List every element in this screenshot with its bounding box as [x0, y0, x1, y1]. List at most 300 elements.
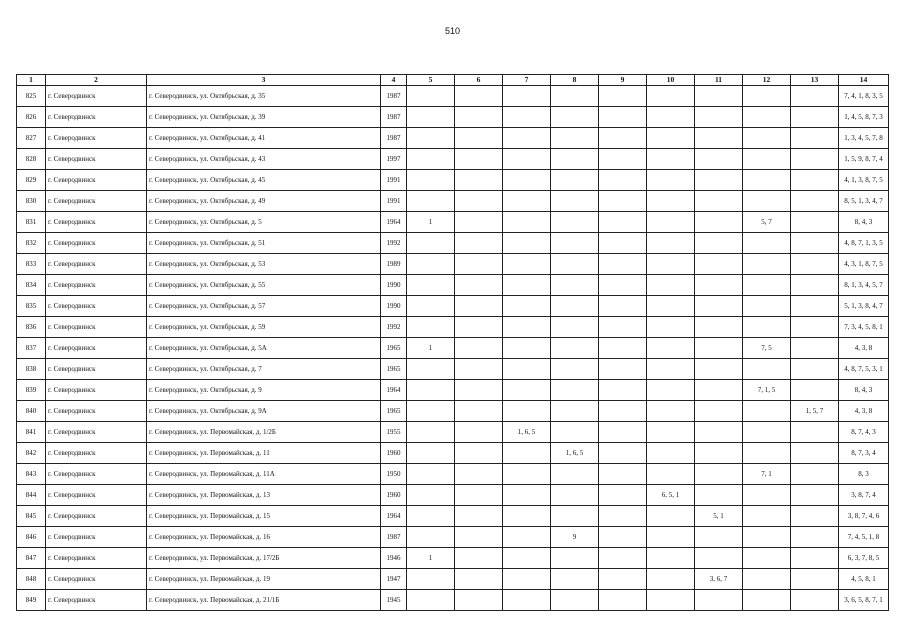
settlement-cell: г. Северодвинск [46, 275, 147, 296]
settlement-cell: г. Северодвинск [46, 359, 147, 380]
row-number-cell: 827 [17, 128, 46, 149]
col-13-cell [791, 548, 839, 569]
col-11-cell [695, 317, 743, 338]
col-6-cell [455, 443, 503, 464]
col-10-cell [647, 338, 695, 359]
table-row [17, 86, 889, 107]
year-cell: 1987 [381, 107, 407, 128]
col-7-cell [503, 107, 551, 128]
col-11-cell [695, 275, 743, 296]
settlement-cell: г. Северодвинск [46, 443, 147, 464]
col-9-cell [599, 443, 647, 464]
col-10-cell [647, 464, 695, 485]
col-8-cell [551, 254, 599, 275]
col-9-cell [599, 506, 647, 527]
table-row [17, 191, 889, 212]
col-6-cell [455, 212, 503, 233]
settlement-cell: г. Северодвинск [46, 485, 147, 506]
column-header: 11 [695, 75, 743, 86]
col-13-cell [791, 128, 839, 149]
table-row [17, 275, 889, 296]
table-row [17, 443, 889, 464]
col-6-cell [455, 380, 503, 401]
col-10-cell [647, 569, 695, 590]
row-number-cell: 846 [17, 527, 46, 548]
settlement-cell: г. Северодвинск [46, 527, 147, 548]
year-cell: 1989 [381, 254, 407, 275]
col-9-cell [599, 317, 647, 338]
year-cell: 1950 [381, 464, 407, 485]
col-8-cell [551, 548, 599, 569]
col-14-cell: 7, 4, 5, 1, 8 [839, 527, 889, 548]
col-13-cell [791, 590, 839, 611]
col-13-cell [791, 464, 839, 485]
col-6-cell [455, 422, 503, 443]
col-13-cell: 1, 5, 7 [791, 401, 839, 422]
col-14-cell: 4, 3, 8 [839, 401, 889, 422]
col-13-cell [791, 569, 839, 590]
col-14-cell: 8, 1, 3, 4, 5, 7 [839, 275, 889, 296]
column-header: 1 [17, 75, 46, 86]
year-cell: 1987 [381, 86, 407, 107]
settlement-cell: г. Северодвинск [46, 401, 147, 422]
col-9-cell [599, 86, 647, 107]
col-9-cell [599, 212, 647, 233]
column-header: 2 [46, 75, 147, 86]
row-number-cell: 835 [17, 296, 46, 317]
col-6-cell [455, 296, 503, 317]
col-7-cell [503, 233, 551, 254]
col-11-cell [695, 548, 743, 569]
col-13-cell [791, 485, 839, 506]
col-13-cell [791, 107, 839, 128]
year-cell: 1947 [381, 569, 407, 590]
col-7-cell [503, 191, 551, 212]
row-number-cell: 829 [17, 170, 46, 191]
address-cell: г. Северодвинск, ул. Октябрьская, д. 5А [147, 338, 381, 359]
col-10-cell [647, 401, 695, 422]
col-6-cell [455, 149, 503, 170]
col-14-cell: 8, 4, 3 [839, 380, 889, 401]
housing-register-table [16, 74, 889, 611]
settlement-cell: г. Северодвинск [46, 422, 147, 443]
col-8-cell [551, 380, 599, 401]
col-10-cell [647, 191, 695, 212]
col-8-cell [551, 191, 599, 212]
column-header: 12 [743, 75, 791, 86]
col-9-cell [599, 233, 647, 254]
col-6-cell [455, 191, 503, 212]
table-row [17, 296, 889, 317]
col-5-cell [407, 170, 455, 191]
settlement-cell: г. Северодвинск [46, 317, 147, 338]
row-number-cell: 841 [17, 422, 46, 443]
col-8-cell: 9 [551, 527, 599, 548]
col-9-cell [599, 464, 647, 485]
col-11-cell [695, 590, 743, 611]
row-number-cell: 838 [17, 359, 46, 380]
settlement-cell: г. Северодвинск [46, 86, 147, 107]
col-12-cell [743, 422, 791, 443]
col-12-cell [743, 296, 791, 317]
col-12-cell [743, 443, 791, 464]
col-11-cell [695, 422, 743, 443]
col-9-cell [599, 485, 647, 506]
col-14-cell: 4, 3, 1, 8, 7, 5 [839, 254, 889, 275]
address-cell: г. Северодвинск, ул. Октябрьская, д. 35 [147, 86, 381, 107]
settlement-cell: г. Северодвинск [46, 296, 147, 317]
address-cell: г. Северодвинск, ул. Октябрьская, д. 41 [147, 128, 381, 149]
settlement-cell: г. Северодвинск [46, 128, 147, 149]
col-7-cell [503, 443, 551, 464]
settlement-cell: г. Северодвинск [46, 191, 147, 212]
col-13-cell [791, 443, 839, 464]
col-8-cell: 1, 6, 5 [551, 443, 599, 464]
column-header: 14 [839, 75, 889, 86]
address-cell: г. Северодвинск, ул. Октябрьская, д. 43 [147, 149, 381, 170]
col-7-cell [503, 149, 551, 170]
column-header: 9 [599, 75, 647, 86]
col-7-cell [503, 128, 551, 149]
col-8-cell [551, 170, 599, 191]
row-number-cell: 826 [17, 107, 46, 128]
col-5-cell [407, 506, 455, 527]
col-7-cell [503, 569, 551, 590]
row-number-cell: 842 [17, 443, 46, 464]
col-8-cell [551, 275, 599, 296]
settlement-cell: г. Северодвинск [46, 464, 147, 485]
address-cell: г. Северодвинск, ул. Октябрьская, д. 51 [147, 233, 381, 254]
year-cell: 1964 [381, 212, 407, 233]
col-14-cell: 7, 4, 1, 8, 3, 5 [839, 86, 889, 107]
year-cell: 1987 [381, 128, 407, 149]
col-9-cell [599, 275, 647, 296]
col-10-cell [647, 443, 695, 464]
settlement-cell: г. Северодвинск [46, 380, 147, 401]
year-cell: 1960 [381, 485, 407, 506]
year-cell: 1965 [381, 338, 407, 359]
col-14-cell: 4, 5, 8, 1 [839, 569, 889, 590]
row-number-cell: 832 [17, 233, 46, 254]
col-9-cell [599, 149, 647, 170]
col-6-cell [455, 527, 503, 548]
address-cell: г. Северодвинск, ул. Октябрьская, д. 45 [147, 170, 381, 191]
col-14-cell: 4, 3, 8 [839, 338, 889, 359]
col-11-cell [695, 443, 743, 464]
col-6-cell [455, 548, 503, 569]
col-12-cell [743, 275, 791, 296]
address-cell: г. Северодвинск, ул. Октябрьская, д. 9А [147, 401, 381, 422]
col-6-cell [455, 338, 503, 359]
col-10-cell [647, 212, 695, 233]
table-row [17, 569, 889, 590]
col-12-cell [743, 527, 791, 548]
address-cell: г. Северодвинск, ул. Первомайская, д. 11 [147, 443, 381, 464]
col-5-cell [407, 107, 455, 128]
col-11-cell [695, 359, 743, 380]
col-11-cell [695, 485, 743, 506]
col-10-cell [647, 296, 695, 317]
row-number-cell: 830 [17, 191, 46, 212]
col-12-cell [743, 233, 791, 254]
address-cell: г. Северодвинск, ул. Первомайская, д. 19 [147, 569, 381, 590]
address-cell: г. Северодвинск, ул. Первомайская, д. 16 [147, 527, 381, 548]
col-11-cell [695, 296, 743, 317]
row-number-cell: 833 [17, 254, 46, 275]
address-cell: г. Северодвинск, ул. Октябрьская, д. 9 [147, 380, 381, 401]
col-5-cell: 1 [407, 212, 455, 233]
col-12-cell: 7, 5 [743, 338, 791, 359]
address-cell: г. Северодвинск, ул. Октябрьская, д. 57 [147, 296, 381, 317]
col-13-cell [791, 254, 839, 275]
address-cell: г. Северодвинск, ул. Первомайская, д. 15 [147, 506, 381, 527]
col-5-cell [407, 464, 455, 485]
col-10-cell [647, 275, 695, 296]
table-row [17, 506, 889, 527]
col-12-cell [743, 569, 791, 590]
col-11-cell [695, 86, 743, 107]
col-10-cell [647, 380, 695, 401]
col-10-cell [647, 254, 695, 275]
col-9-cell [599, 380, 647, 401]
col-8-cell [551, 506, 599, 527]
col-5-cell [407, 359, 455, 380]
row-number-cell: 836 [17, 317, 46, 338]
col-10-cell [647, 527, 695, 548]
col-8-cell [551, 212, 599, 233]
settlement-cell: г. Северодвинск [46, 506, 147, 527]
address-cell: г. Северодвинск, ул. Первомайская, д. 21/1Б [147, 590, 381, 611]
col-5-cell [407, 527, 455, 548]
col-8-cell [551, 128, 599, 149]
col-14-cell: 1, 4, 5, 8, 7, 3 [839, 107, 889, 128]
col-13-cell [791, 359, 839, 380]
col-5-cell [407, 128, 455, 149]
col-12-cell: 7, 1, 5 [743, 380, 791, 401]
settlement-cell: г. Северодвинск [46, 338, 147, 359]
col-14-cell: 4, 8, 7, 1, 3, 5 [839, 233, 889, 254]
col-5-cell [407, 191, 455, 212]
col-6-cell [455, 275, 503, 296]
col-13-cell [791, 338, 839, 359]
col-14-cell: 7, 3, 4, 5, 8, 1 [839, 317, 889, 338]
column-header: 3 [147, 75, 381, 86]
header-row [17, 75, 889, 86]
col-14-cell: 4, 8, 7, 5, 3, 1 [839, 359, 889, 380]
col-14-cell: 3, 8, 7, 4, 6 [839, 506, 889, 527]
col-13-cell [791, 506, 839, 527]
col-11-cell [695, 401, 743, 422]
col-5-cell [407, 296, 455, 317]
col-5-cell [407, 275, 455, 296]
column-header: 6 [455, 75, 503, 86]
year-cell: 1990 [381, 296, 407, 317]
col-6-cell [455, 317, 503, 338]
col-13-cell [791, 212, 839, 233]
col-12-cell: 7, 1 [743, 464, 791, 485]
col-6-cell [455, 86, 503, 107]
col-13-cell [791, 317, 839, 338]
col-9-cell [599, 548, 647, 569]
settlement-cell: г. Северодвинск [46, 170, 147, 191]
col-13-cell [791, 233, 839, 254]
row-number-cell: 839 [17, 380, 46, 401]
column-header: 10 [647, 75, 695, 86]
col-7-cell [503, 464, 551, 485]
year-cell: 1965 [381, 401, 407, 422]
col-11-cell [695, 107, 743, 128]
col-12-cell [743, 149, 791, 170]
col-9-cell [599, 338, 647, 359]
col-10-cell [647, 590, 695, 611]
col-6-cell [455, 233, 503, 254]
col-14-cell: 5, 1, 3, 8, 4, 7 [839, 296, 889, 317]
col-7-cell [503, 401, 551, 422]
col-13-cell [791, 86, 839, 107]
col-8-cell [551, 233, 599, 254]
col-5-cell [407, 422, 455, 443]
settlement-cell: г. Северодвинск [46, 569, 147, 590]
year-cell: 1991 [381, 170, 407, 191]
col-9-cell [599, 527, 647, 548]
col-5-cell [407, 485, 455, 506]
col-11-cell [695, 170, 743, 191]
row-number-cell: 834 [17, 275, 46, 296]
col-11-cell [695, 527, 743, 548]
col-11-cell [695, 233, 743, 254]
row-number-cell: 848 [17, 569, 46, 590]
col-8-cell [551, 296, 599, 317]
col-5-cell [407, 380, 455, 401]
row-number-cell: 831 [17, 212, 46, 233]
col-12-cell [743, 506, 791, 527]
col-8-cell [551, 485, 599, 506]
col-13-cell [791, 149, 839, 170]
row-number-cell: 844 [17, 485, 46, 506]
col-9-cell [599, 170, 647, 191]
col-8-cell [551, 569, 599, 590]
col-11-cell [695, 212, 743, 233]
year-cell: 1992 [381, 233, 407, 254]
col-11-cell [695, 149, 743, 170]
address-cell: г. Северодвинск, ул. Первомайская, д. 17/2Б [147, 548, 381, 569]
col-11-cell [695, 464, 743, 485]
col-5-cell [407, 569, 455, 590]
col-13-cell [791, 296, 839, 317]
col-10-cell [647, 506, 695, 527]
col-11-cell [695, 128, 743, 149]
col-10-cell [647, 233, 695, 254]
col-7-cell [503, 359, 551, 380]
column-header: 8 [551, 75, 599, 86]
col-7-cell [503, 86, 551, 107]
col-6-cell [455, 401, 503, 422]
col-6-cell [455, 506, 503, 527]
col-12-cell [743, 485, 791, 506]
col-6-cell [455, 359, 503, 380]
settlement-cell: г. Северодвинск [46, 233, 147, 254]
col-8-cell [551, 317, 599, 338]
col-12-cell [743, 254, 791, 275]
col-5-cell: 1 [407, 548, 455, 569]
col-13-cell [791, 170, 839, 191]
col-14-cell: 3, 8, 7, 4 [839, 485, 889, 506]
col-5-cell: 1 [407, 338, 455, 359]
col-14-cell: 8, 7, 3, 4 [839, 443, 889, 464]
year-cell: 1992 [381, 317, 407, 338]
col-14-cell: 8, 4, 3 [839, 212, 889, 233]
address-cell: г. Северодвинск, ул. Октябрьская, д. 59 [147, 317, 381, 338]
column-header: 5 [407, 75, 455, 86]
col-14-cell: 6, 3, 7, 8, 5 [839, 548, 889, 569]
col-5-cell [407, 86, 455, 107]
col-12-cell [743, 401, 791, 422]
col-9-cell [599, 128, 647, 149]
address-cell: г. Северодвинск, ул. Октябрьская, д. 53 [147, 254, 381, 275]
row-number-cell: 837 [17, 338, 46, 359]
year-cell: 1997 [381, 149, 407, 170]
col-9-cell [599, 254, 647, 275]
col-10-cell [647, 107, 695, 128]
col-7-cell [503, 317, 551, 338]
table-row [17, 317, 889, 338]
year-cell: 1991 [381, 191, 407, 212]
row-number-cell: 849 [17, 590, 46, 611]
col-12-cell [743, 86, 791, 107]
column-header: 4 [381, 75, 407, 86]
page-number: 510 [444, 26, 461, 36]
address-cell: г. Северодвинск, ул. Октябрьская, д. 55 [147, 275, 381, 296]
year-cell: 1987 [381, 527, 407, 548]
col-7-cell [503, 380, 551, 401]
col-9-cell [599, 590, 647, 611]
col-7-cell [503, 296, 551, 317]
year-cell: 1965 [381, 359, 407, 380]
col-7-cell [503, 254, 551, 275]
table-row [17, 338, 889, 359]
col-14-cell: 8, 3 [839, 464, 889, 485]
col-5-cell [407, 401, 455, 422]
table-row [17, 422, 889, 443]
col-13-cell [791, 275, 839, 296]
col-14-cell: 3, 6, 5, 8, 7, 1 [839, 590, 889, 611]
col-11-cell [695, 254, 743, 275]
col-13-cell [791, 380, 839, 401]
col-8-cell [551, 359, 599, 380]
table-row [17, 107, 889, 128]
col-13-cell [791, 527, 839, 548]
col-5-cell [407, 149, 455, 170]
col-14-cell: 4, 1, 3, 8, 7, 5 [839, 170, 889, 191]
year-cell: 1964 [381, 506, 407, 527]
settlement-cell: г. Северодвинск [46, 590, 147, 611]
col-10-cell [647, 317, 695, 338]
col-8-cell [551, 401, 599, 422]
col-5-cell [407, 254, 455, 275]
col-12-cell [743, 359, 791, 380]
col-7-cell [503, 506, 551, 527]
col-7-cell [503, 170, 551, 191]
col-11-cell [695, 380, 743, 401]
year-cell: 1945 [381, 590, 407, 611]
col-10-cell [647, 170, 695, 191]
settlement-cell: г. Северодвинск [46, 212, 147, 233]
col-13-cell [791, 422, 839, 443]
col-10-cell [647, 422, 695, 443]
col-11-cell [695, 338, 743, 359]
col-6-cell [455, 464, 503, 485]
col-11-cell: 3, 6, 7 [695, 569, 743, 590]
